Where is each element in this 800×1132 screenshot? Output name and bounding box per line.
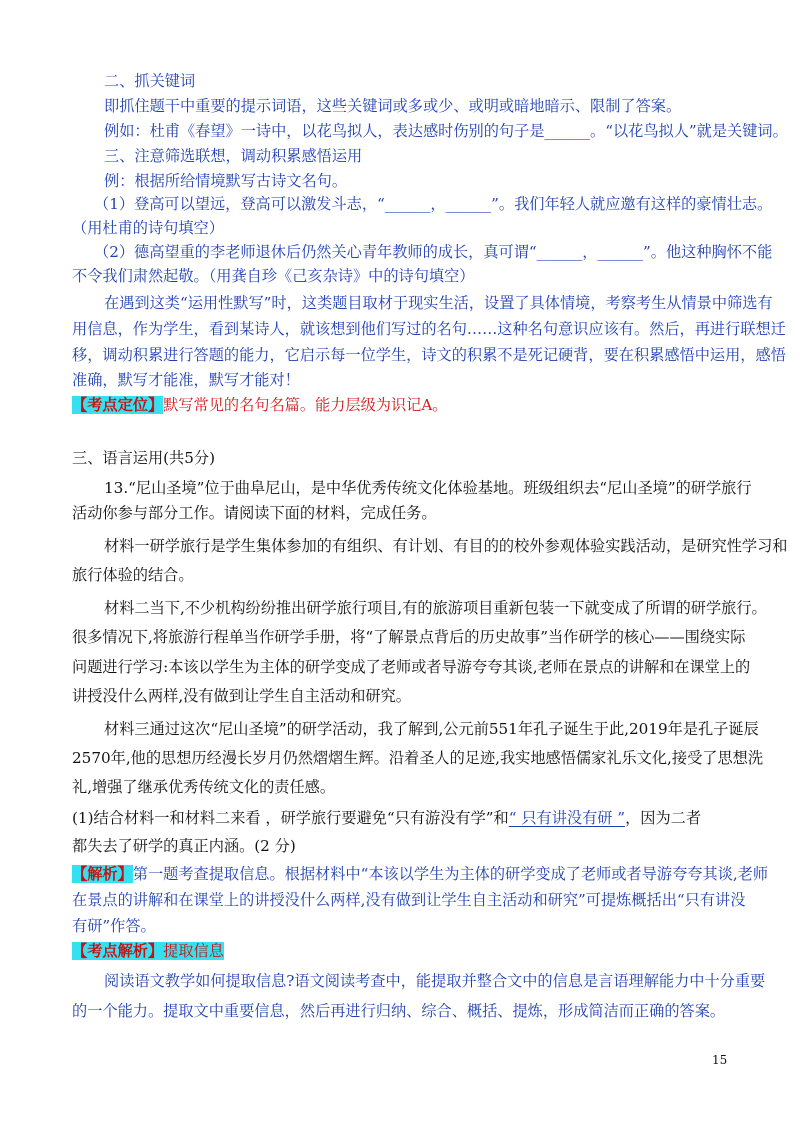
- heading-association: 三、注意筛选联想，调动积累感悟运用: [104, 147, 363, 165]
- text-line: 在景点的讲解和在课堂上的讲授没什么两样,没有做到让学生自主活动和研究”可提炼概括出“只有讲没: [72, 891, 746, 909]
- text-line: 用信息，作为学生，看到某诗人，就该想到他们写过的名句……这种名句意识应该有。然后，再进行联想迁: [72, 320, 786, 338]
- text-line: 例：根据所给情境默写古诗文名句。: [104, 172, 347, 190]
- section-heading-language: 三、语言运用(共5分): [72, 449, 216, 467]
- tag-line-jiexi: [72, 864, 768, 884]
- tag-text-highlight: 提取信息: [163, 942, 224, 960]
- text-line: 2570年,他的思想历经漫长岁月仍然熠熠生辉。沿着圣人的足迹,我实地感悟儒家礼乐文化,接受了思想洗: [72, 749, 764, 767]
- text-line: 有研”作答。: [72, 917, 156, 935]
- text-line: 材料三通过这次“尼山圣境”的研学活动，我了解到,公元前551年孔子诞生于此,2019年是孔子诞辰: [104, 720, 759, 738]
- text-line: 例如：杜甫《春望》一诗中，以花鸟拟人，表达感时伤别的句子是______。“以花鸟拟人”就是关键词。: [104, 122, 788, 140]
- tag-line-kaodian-jiexi: [72, 941, 224, 961]
- text-line: （2）德高望重的李老师退休后仍然关心青年教师的成长，真可谓“______，______”。他这种胸怀不能: [94, 243, 773, 261]
- tag-kaodian-dingwei: 【考点定位】: [72, 396, 164, 414]
- text-line: （1）登高可以望远，登高可以激发斗志，“______，______”。我们年轻人就应邀有这样的豪情壮志。: [94, 195, 773, 213]
- text-line: 移，调动积累进行答题的能力，它启示每一位学生，诗文的积累不是死记硬背，要在积累感悟中运用，感悟: [72, 346, 786, 364]
- text-line: 活动你参与部分工作。请阅读下面的材料，完成任务。: [72, 504, 437, 522]
- text-line: 材料二当下,不少机构纷纷推出研学旅行项目,有的旅游项目重新包装一下就变成了所谓的研学旅行。: [104, 599, 767, 617]
- tag-jiexi: 【解析】: [72, 865, 133, 883]
- text-line: 13.“尼山圣境”位于曲阜尼山，是中华优秀传统文化体验基地。班级组织去“尼山圣境”的研学旅行: [104, 479, 752, 497]
- text-line: 在遇到这类“运用性默写”时，这类题目取材于现实生活，设置了具体情境，考察考生从情景中筛选有: [104, 294, 773, 312]
- text-line: 讲授没什么两样,没有做到让学生自主活动和研究。: [72, 687, 411, 705]
- text-line: 不令我们肃然起敬。（用龚自珍《己亥杂诗》中的诗句填空）: [72, 267, 475, 285]
- text-line: 准确，默写才能准，默写才能对！: [72, 371, 300, 389]
- tag-kaodian-jiexi: 【考点解析】: [72, 942, 164, 960]
- page-number: 15: [712, 1053, 728, 1067]
- text-line: 阅读语文教学如何提取信息?语文阅读考查中，能提取并整合文中的信息是言语理解能力中十分重要: [104, 972, 766, 990]
- text-line: 旅行体验的结合。: [72, 566, 194, 584]
- text-line: 问题进行学习:本该以学生为主体的研学变成了老师或者导游夸夸其谈,老师在景点的讲解和在课堂上的: [72, 658, 751, 676]
- heading-keywords: 二、抓关键词: [104, 72, 196, 90]
- text-line: 礼,增强了继承优秀传统文化的责任感。: [72, 778, 336, 796]
- text-line: 都失去了研学的真正内涵。(2 分): [72, 837, 296, 855]
- text-line: （用杜甫的诗句填空）: [72, 219, 224, 237]
- tag-text: 第一题考查提取信息。根据材料中“本该以学生为主体的研学变成了老师或者导游夸夸其谈,老师: [132, 865, 769, 883]
- answer-blank: “ 只有讲没有研 ”: [508, 809, 626, 827]
- text-line: 即抓住题干中重要的提示词语，这些关键词或多或少、或明或暗地暗示、限制了答案。: [104, 97, 682, 115]
- text-line: 材料一研学旅行是学生集体参加的有组织、有计划、有目的的校外参观体验实践活动，是研究性学习和: [104, 537, 788, 555]
- tag-text: 默写常见的名句名篇。能力层级为识记A。: [163, 396, 448, 414]
- tag-line-kaodian: [72, 395, 447, 415]
- text-line: 的一个能力。提取文中重要信息，然后再进行归纳、综合、概括、提炼，形成简洁而正确的答案。: [72, 1002, 726, 1020]
- question-line: [72, 808, 701, 828]
- question-text-end: ，因为二者: [625, 809, 701, 827]
- question-text: (1)结合材料一和材料二来看 ，研学旅行要避免“只有游没有学”和: [72, 809, 509, 827]
- text-line: 很多情况下,将旅游行程单当作研学手册，将“了解景点背后的历史故事”当作研学的核心——围绕实际: [72, 628, 746, 646]
